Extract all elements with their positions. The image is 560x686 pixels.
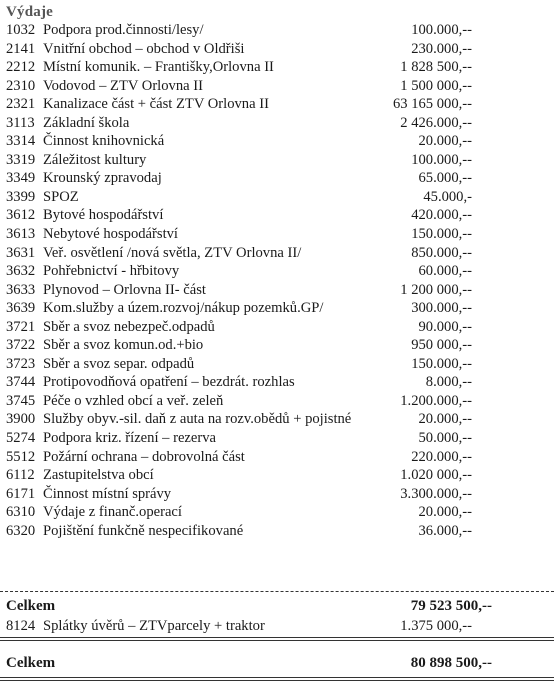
row-code: 3632 [6, 263, 36, 280]
row-code: 2212 [6, 59, 36, 76]
row-amount: 420.000,-- [411, 207, 472, 224]
expense-row [6, 355, 546, 374]
row-amount: 8.000,-- [425, 374, 472, 391]
row-code: 3314 [6, 133, 36, 150]
row-code: 5274 [6, 430, 36, 447]
row-code: 2310 [6, 77, 36, 94]
row-label: Služby obyv.-sil. daň z auta na rozv.obědů + pojistné [43, 411, 352, 428]
row-code: 8124 [6, 618, 36, 634]
row-code: 3612 [6, 207, 36, 224]
row-code: 2141 [6, 40, 36, 57]
row-code: 3744 [6, 374, 36, 391]
expense-row [6, 77, 546, 96]
expense-row [6, 225, 546, 244]
row-label: Pohřebnictví - hřbitovy [43, 263, 180, 280]
row-amount: 20.000,-- [418, 411, 472, 428]
row-label: Záležitost kultury [43, 151, 147, 168]
row-amount: 1 500 000,-- [400, 77, 472, 94]
row-label: Základní škola [43, 114, 130, 131]
row-label: Nebytové hospodářství [43, 226, 178, 243]
expense-row [6, 281, 546, 300]
expense-row [6, 466, 546, 485]
row-code: 6310 [6, 504, 36, 521]
row-label: Kom.služby a územ.rozvoj/nákup pozemků.GP/ [43, 300, 324, 317]
row-label: Výdaje z finanč.operací [43, 504, 182, 521]
row-amount: 100.000,-- [411, 22, 472, 38]
section-heading: Výdaje [6, 4, 54, 20]
expense-row [6, 522, 546, 541]
row-amount: 150.000,-- [411, 355, 472, 372]
row-code: 6320 [6, 522, 36, 539]
row-code: 3723 [6, 355, 36, 372]
row-code: 3399 [6, 188, 36, 205]
row-label: Plynovod – Orlovna II- část [43, 281, 206, 298]
expense-row [6, 299, 546, 318]
row-amount: 1.020 000,-- [400, 467, 472, 484]
row-label: SPOZ [43, 188, 79, 205]
grand-total-amount: 80 898 500,-- [410, 655, 492, 671]
row-amount: 230.000,-- [411, 40, 472, 57]
row-label: Krounský zpravodaj [43, 170, 162, 187]
expense-row [6, 244, 546, 263]
row-label: Požární ochrana – dobrovolná část [43, 448, 245, 465]
expense-row [6, 206, 546, 225]
row-label: Podpora prod.činnosti/lesy/ [43, 22, 204, 38]
double-rule-bottom [0, 677, 554, 681]
double-rule [0, 637, 554, 641]
expense-row [6, 336, 546, 355]
row-code: 3631 [6, 244, 36, 261]
row-label: Pojištění funkčně nespecifikované [43, 522, 244, 539]
row-code: 6171 [6, 485, 36, 502]
row-label: Protipovodňová opatření – bezdrát. rozhlas [43, 374, 295, 391]
row-amount: 20.000,-- [418, 133, 472, 150]
row-amount: 63 165 000,-- [392, 96, 472, 113]
row-amount: 2 426.000,-- [400, 114, 472, 131]
row-code: 2321 [6, 96, 36, 113]
row-label: Zastupitelstva obcí [43, 467, 154, 484]
row-label: Činnost knihovnická [43, 133, 165, 150]
expense-row [6, 188, 546, 207]
row-label: Péče o vzhled obcí a veř. zeleň [43, 392, 224, 409]
row-label: Vodovod – ZTV Orlovna II [43, 77, 203, 94]
dashed-separator [0, 591, 554, 592]
row-amount: 45.000,- [423, 188, 472, 205]
expense-row [6, 58, 546, 77]
row-code: 5512 [6, 448, 36, 465]
row-code: 1032 [6, 22, 36, 38]
row-label: Vnitřní obchod – obchod v Oldřiši [43, 40, 245, 57]
row-label: Bytové hospodářství [43, 207, 164, 224]
row-amount: 950 000,-- [411, 337, 472, 354]
expense-row [6, 95, 546, 114]
row-label: Kanalizace část + část ZTV Orlovna II [43, 96, 269, 113]
row-amount: 1.200.000,-- [400, 392, 472, 409]
row-code: 3639 [6, 300, 36, 317]
row-label: Podpora kriz. řízení – rezerva [43, 430, 217, 447]
expense-row [6, 448, 546, 467]
row-code: 3113 [6, 114, 35, 131]
row-amount: 20.000,-- [418, 504, 472, 521]
row-label: Veř. osvětlení /nová světla, ZTV Orlovna II/ [43, 244, 302, 261]
expense-row [6, 40, 546, 59]
expense-row [6, 429, 546, 448]
grand-total-row [6, 654, 554, 673]
expense-row [6, 151, 546, 170]
row-amount: 300.000,-- [411, 300, 472, 317]
row-label: Sběr a svoz nebezpeč.odpadů [43, 318, 215, 335]
row-code: 3722 [6, 337, 36, 354]
expense-row [6, 132, 546, 151]
row-label: Místní komunik. – Františky,Orlovna II [43, 59, 274, 76]
expense-row [6, 485, 546, 504]
row-code: 3900 [6, 411, 36, 428]
row-amount: 65.000,-- [418, 170, 472, 187]
subtotal-row [6, 597, 554, 616]
row-amount: 1 828 500,-- [400, 59, 472, 76]
expense-row [6, 392, 546, 411]
expense-row [6, 21, 546, 40]
expense-row [6, 114, 546, 133]
row-amount: 60.000,-- [418, 263, 472, 280]
loan-repayment-row [6, 617, 546, 636]
row-amount: 850.000,-- [411, 244, 472, 261]
expense-row [6, 503, 546, 522]
row-amount: 220.000,-- [411, 448, 472, 465]
expense-list [6, 21, 546, 540]
expense-row [6, 318, 546, 337]
row-label: Činnost místní správy [43, 485, 172, 502]
row-code: 3633 [6, 281, 36, 298]
row-code: 6112 [6, 467, 35, 484]
row-amount: 150.000,-- [411, 226, 472, 243]
row-amount: 36.000,-- [418, 522, 472, 539]
row-code: 3319 [6, 151, 36, 168]
row-code: 3721 [6, 318, 36, 335]
row-amount: 50.000,-- [418, 430, 472, 447]
row-amount: 100.000,-- [411, 151, 472, 168]
expense-row [6, 373, 546, 392]
row-amount: 90.000,-- [418, 318, 472, 335]
subtotal-amount: 79 523 500,-- [410, 598, 492, 614]
expense-row [6, 410, 546, 429]
row-code: 3613 [6, 226, 36, 243]
row-amount: 1 200 000,-- [400, 281, 472, 298]
expense-row [6, 169, 546, 188]
subtotal-label: Celkem [6, 598, 56, 614]
grand-total-label: Celkem [6, 655, 56, 671]
row-label: Sběr a svoz komun.od.+bio [43, 337, 204, 354]
row-label: Splátky úvěrů – ZTVparcely + traktor [43, 618, 265, 634]
row-amount: 3.300.000,-- [400, 485, 472, 502]
row-code: 3349 [6, 170, 36, 187]
row-label: Sběr a svoz separ. odpadů [43, 355, 195, 372]
expense-row [6, 262, 546, 281]
row-code: 3745 [6, 392, 36, 409]
row-amount: 1.375 000,-- [400, 618, 472, 634]
